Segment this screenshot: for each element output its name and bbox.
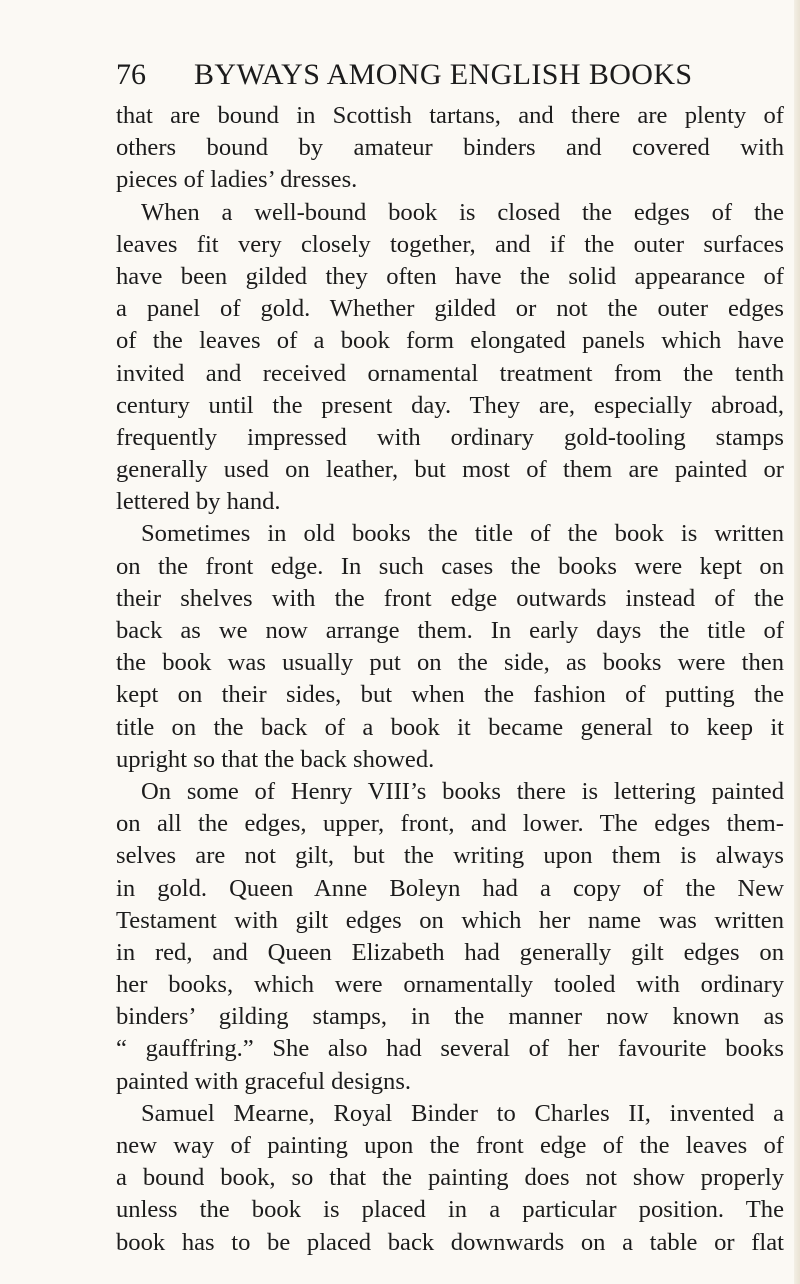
text-line: others bound by amateur binders and covered with	[116, 134, 784, 162]
text-line: invited and received ornamental treatment from the tenth	[116, 359, 784, 387]
text-line: a panel of gold. Whether gilded or not the outer edges	[116, 295, 784, 323]
text-line: book has to be placed back downwards on a table or flat	[116, 1228, 784, 1256]
text-line: her books, which were ornamentally tooled with ordinary	[116, 971, 784, 999]
text-line: pieces of ladies’ dresses.	[116, 166, 358, 194]
text-line: lettered by hand.	[116, 488, 281, 516]
page-edge	[794, 0, 800, 1284]
text-line: Testament with gilt edges on which her name was written	[116, 906, 784, 934]
text-line: Sometimes in old books the title of the book is written	[141, 520, 784, 548]
text-line: back as we now arrange them. In early days the title of	[116, 617, 784, 644]
text-line: Samuel Mearne, Royal Binder to Charles II, invented a	[141, 1099, 784, 1127]
text-line: in red, and Queen Elizabeth had generally gilt edges on	[116, 938, 784, 966]
text-line: frequently impressed with ordinary gold-tooling stamps	[116, 423, 784, 451]
text-line: leaves fit very closely together, and if the outer surfaces	[116, 230, 784, 258]
text-line: unless the book is placed in a particular position. The	[116, 1196, 784, 1224]
running-title: BYWAYS AMONG ENGLISH BOOKS	[194, 58, 693, 91]
text-line: “ gauffring.” She also had several of her favourite books	[116, 1035, 784, 1063]
running-head	[116, 58, 693, 92]
text-line: selves are not gilt, but the writing upon them is always	[116, 842, 784, 870]
text-line: painted with graceful designs.	[116, 1067, 412, 1095]
text-line: have been gilded they often have the solid appearance of	[116, 262, 784, 290]
body-text	[116, 100, 784, 1259]
text-line: on all the edges, upper, front, and lower. The edges them-	[116, 810, 784, 838]
text-line: their shelves with the front edge outwards instead of the	[116, 584, 784, 612]
text-line: kept on their sides, but when the fashion of putting the	[116, 681, 784, 709]
text-line: generally used on leather, but most of them are painted or	[116, 456, 784, 484]
text-line: century until the present day. They are, especially abroad,	[116, 391, 784, 419]
text-line: When a well-bound book is closed the edges of the	[141, 198, 784, 226]
page-number: 76	[116, 58, 146, 91]
text-line: of the leaves of a book form elongated panels which have	[116, 327, 784, 355]
text-line: in gold. Queen Anne Boleyn had a copy of the New	[116, 874, 784, 902]
text-line: new way of painting upon the front edge of the leaves of	[116, 1132, 784, 1159]
text-line: on the front edge. In such cases the books were kept on	[116, 552, 784, 580]
text-line: that are bound in Scottish tartans, and there are plenty of	[116, 102, 784, 129]
text-line: On some of Henry VIII’s books there is lettering painted	[141, 777, 784, 805]
text-line: a bound book, so that the painting does not show properly	[116, 1164, 784, 1192]
text-line: binders’ gilding stamps, in the manner now known as	[116, 1003, 784, 1031]
text-line: the book was usually put on the side, as books were then	[116, 649, 784, 677]
text-line: upright so that the back showed.	[116, 745, 435, 773]
text-line: title on the back of a book it became general to keep it	[116, 713, 784, 741]
